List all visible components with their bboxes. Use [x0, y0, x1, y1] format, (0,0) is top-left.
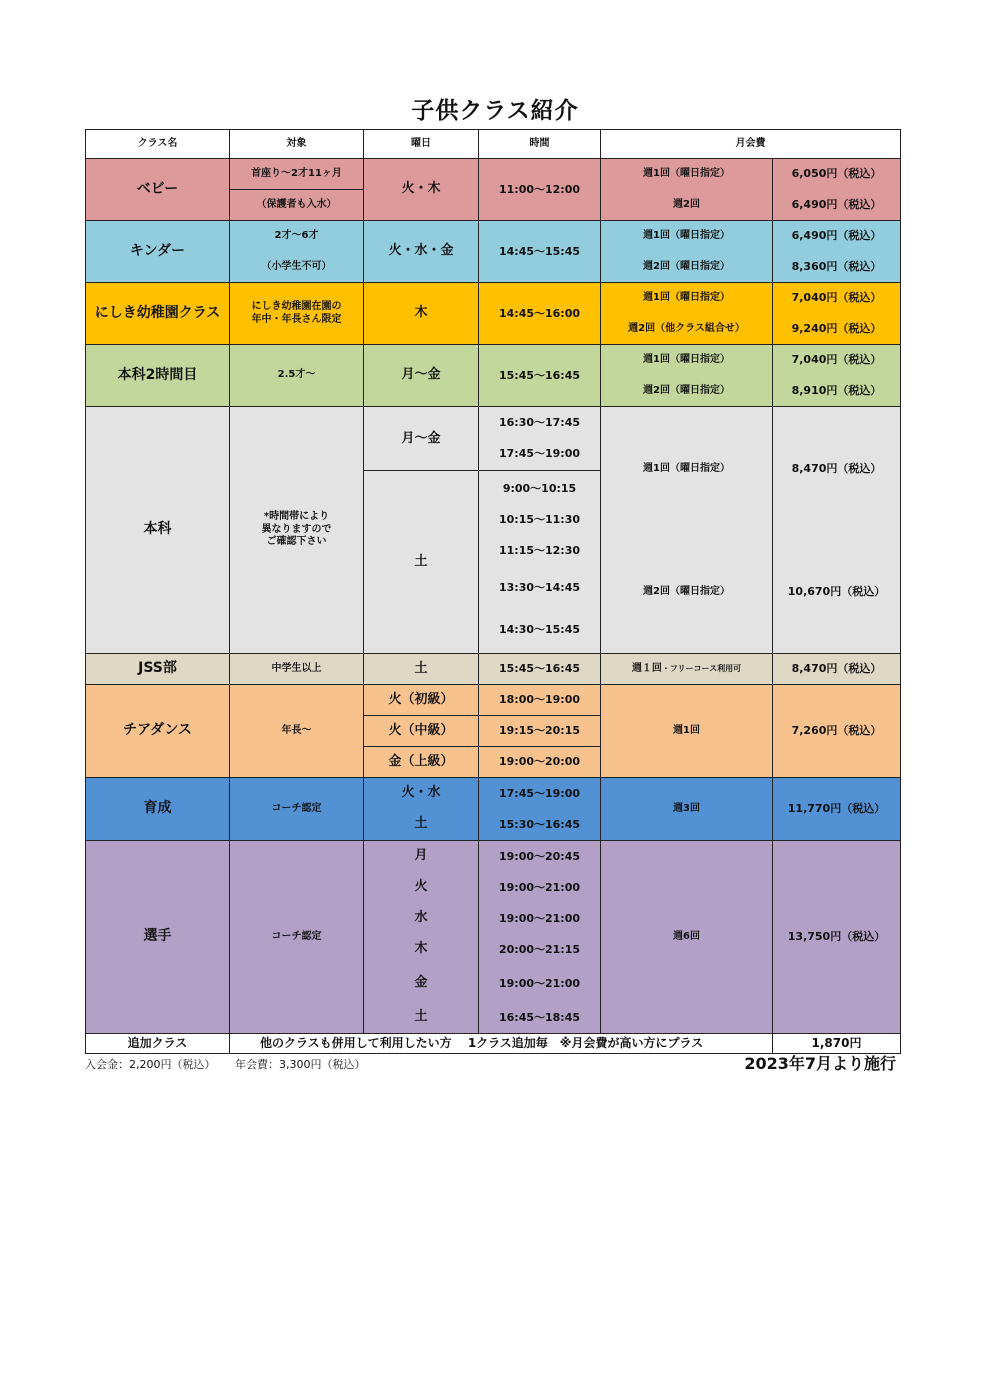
target-ikusei: コーチ認定: [230, 778, 364, 841]
price-honka2-2: 8,910円（税込）: [773, 376, 901, 407]
target-honka-line3: ご確認下さい: [266, 536, 327, 548]
plan-honka-2: 週2回（曜日指定）: [643, 585, 730, 597]
class-name-kinder: キンダー: [86, 221, 230, 283]
time-baby: 11:00～12:00: [479, 159, 601, 221]
time-honka-weekday: [479, 407, 601, 471]
target-honka-line1: *時間帯により: [263, 511, 330, 523]
header-time: 時間: [479, 130, 601, 159]
target-nishiki-line1: にしき幼稚園在園の: [251, 301, 342, 312]
target-jss: 中学生以上: [230, 654, 364, 685]
plan-senshu: 週6回: [601, 841, 773, 1034]
target-nishiki: [230, 283, 364, 345]
time-honka-4: 10:15～11:30: [498, 513, 581, 527]
target-senshu: コーチ認定: [230, 841, 364, 1034]
header-monthly-fee: 月会費: [601, 130, 901, 159]
day-senshu-6: 土: [414, 1009, 428, 1025]
plan-nishiki-2: 週2回（他クラス組合せ）: [601, 314, 773, 345]
class-name-honka: 本科: [86, 407, 230, 654]
price-senshu: 13,750円（税込）: [773, 841, 901, 1034]
time-senshu-5: 19:00～21:00: [498, 976, 581, 990]
time-honka-5: 11:15～12:30: [498, 544, 581, 558]
time-ikusei-2: 15:30～16:45: [498, 817, 581, 831]
time-senshu: [479, 841, 601, 1034]
price-jss: 8,470円（税込）: [773, 654, 901, 685]
plan-jss-main: 週１回: [631, 662, 662, 674]
price-ikusei: 11,770円（税込）: [773, 778, 901, 841]
table-row: [86, 221, 901, 252]
time-honka-7: 14:30～15:45: [498, 622, 581, 636]
plan-honka2-2: 週2回（曜日指定）: [601, 376, 773, 407]
table-row: [86, 654, 901, 685]
table-row: [86, 778, 901, 841]
header-class-name: クラス名: [86, 130, 230, 159]
time-senshu-6: 16:45～18:45: [498, 1010, 581, 1024]
price-baby-1: 6,050円（税込）: [773, 159, 901, 190]
price-honka-1: 8,470円（税込）: [791, 462, 882, 476]
entry-fee: 入会金：2,200円（税込）: [85, 1058, 216, 1071]
price-cheer: 7,260円（税込）: [773, 685, 901, 778]
time-honka-saturday: [479, 471, 601, 654]
plan-jss-note: ・フリーコース利用可: [661, 663, 742, 673]
time-senshu-3: 19:00～21:00: [498, 911, 581, 925]
header-day: 曜日: [364, 130, 479, 159]
day-ikusei-1: 火・水: [401, 785, 441, 801]
day-cheer-3: 金（上級）: [364, 747, 479, 778]
price-nishiki-2: 9,240円（税込）: [773, 314, 901, 345]
day-senshu-1: 月: [414, 848, 428, 864]
class-name-additional: 追加クラス: [86, 1034, 230, 1054]
day-nishiki: 木: [364, 283, 479, 345]
day-senshu-5: 金: [414, 975, 428, 991]
class-name-cheer: チアダンス: [86, 685, 230, 778]
plan-cheer: 週1回: [601, 685, 773, 778]
day-senshu: [364, 841, 479, 1034]
day-cheer-2: 火（中級）: [364, 716, 479, 747]
target-baby-line1: 首座り～2才11ヶ月: [230, 159, 364, 190]
time-senshu-4: 20:00～21:15: [498, 942, 581, 956]
price-nishiki-1: 7,040円（税込）: [773, 283, 901, 314]
class-name-baby: ベビー: [86, 159, 230, 221]
day-baby: 火・木: [364, 159, 479, 221]
header-target: 対象: [230, 130, 364, 159]
class-name-senshu: 選手: [86, 841, 230, 1034]
class-name-jss: JSS部: [86, 654, 230, 685]
effective-date: 2023年7月より施行: [744, 1054, 896, 1073]
time-ikusei-1: 17:45～19:00: [498, 786, 581, 800]
target-kinder-line2: （小学生不可）: [230, 252, 364, 283]
plan-kinder-1: 週1回（曜日指定）: [601, 221, 773, 252]
time-honka2: 15:45～16:45: [479, 345, 601, 407]
class-name-ikusei: 育成: [86, 778, 230, 841]
table-row: [86, 159, 901, 190]
day-senshu-2: 火: [414, 879, 428, 895]
table-row: [86, 841, 901, 1034]
day-senshu-4: 木: [414, 941, 428, 957]
plan-honka2-1: 週1回（曜日指定）: [601, 345, 773, 376]
class-name-nishiki: にしき幼稚園クラス: [86, 283, 230, 345]
day-honka2: 月～金: [364, 345, 479, 407]
plan-baby-1: 週1回（曜日指定）: [601, 159, 773, 190]
annual-fee: 年会費：3,300円（税込）: [235, 1058, 366, 1071]
day-honka-weekday: 月～金: [364, 407, 479, 471]
time-ikusei: [479, 778, 601, 841]
day-cheer-1: 火（初級）: [364, 685, 479, 716]
plan-baby-2: 週2回: [601, 190, 773, 221]
plan-nishiki-1: 週1回（曜日指定）: [601, 283, 773, 314]
target-honka-line2: 異なりますので: [261, 523, 332, 535]
plan-jss: [601, 654, 773, 685]
price-honka: [773, 407, 901, 654]
plan-honka-1: 週1回（曜日指定）: [643, 462, 730, 474]
plan-kinder-2: 週2回（曜日指定）: [601, 252, 773, 283]
target-nishiki-line2: 年中・年長さん限定: [251, 313, 342, 325]
time-honka-1: 16:30～17:45: [498, 416, 581, 430]
plan-ikusei: 週3回: [601, 778, 773, 841]
day-jss: 土: [364, 654, 479, 685]
target-baby-line2: （保護者も入水）: [230, 190, 364, 221]
day-ikusei: [364, 778, 479, 841]
day-honka-saturday: 土: [364, 471, 479, 654]
table-row: [86, 685, 901, 716]
time-senshu-1: 19:00～20:45: [498, 849, 581, 863]
price-baby-2: 6,490円（税込）: [773, 190, 901, 221]
time-kinder: 14:45～15:45: [479, 221, 601, 283]
footer-fees: [85, 1056, 382, 1072]
price-kinder-1: 6,490円（税込）: [773, 221, 901, 252]
time-cheer-1: 18:00～19:00: [479, 685, 601, 716]
table-row: [86, 407, 901, 471]
target-kinder-line1: 2才～6才: [230, 221, 364, 252]
price-additional: 1,870円: [773, 1034, 901, 1054]
target-honka: [230, 407, 364, 654]
day-senshu-3: 水: [414, 910, 428, 926]
price-kinder-2: 8,360円（税込）: [773, 252, 901, 283]
class-schedule-table: [85, 129, 901, 1054]
additional-note: 他のクラスも併用して利用したい方 1クラス追加毎 ※月会費が高い方にプラス: [230, 1034, 773, 1054]
time-cheer-3: 19:00～20:00: [479, 747, 601, 778]
page-title: 子供クラス紹介: [411, 98, 579, 124]
day-kinder: 火・水・金: [364, 221, 479, 283]
price-honka-2: 10,670円（税込）: [787, 585, 886, 599]
time-senshu-2: 19:00～21:00: [498, 880, 581, 894]
time-cheer-2: 19:15～20:15: [479, 716, 601, 747]
price-honka2-1: 7,040円（税込）: [773, 345, 901, 376]
target-cheer: 年長～: [230, 685, 364, 778]
table-row: [86, 345, 901, 376]
time-nishiki: 14:45～16:00: [479, 283, 601, 345]
time-honka-3: 9:00～10:15: [502, 482, 577, 496]
plan-honka: [601, 407, 773, 654]
day-ikusei-2: 土: [414, 816, 428, 832]
class-name-honka2: 本科2時間目: [86, 345, 230, 407]
table-row: [86, 283, 901, 314]
time-honka-2: 17:45～19:00: [498, 447, 581, 461]
table-header-row: [86, 130, 901, 159]
time-jss: 15:45～16:45: [479, 654, 601, 685]
time-honka-6: 13:30～14:45: [498, 580, 581, 594]
target-honka2: 2.5才～: [230, 345, 364, 407]
